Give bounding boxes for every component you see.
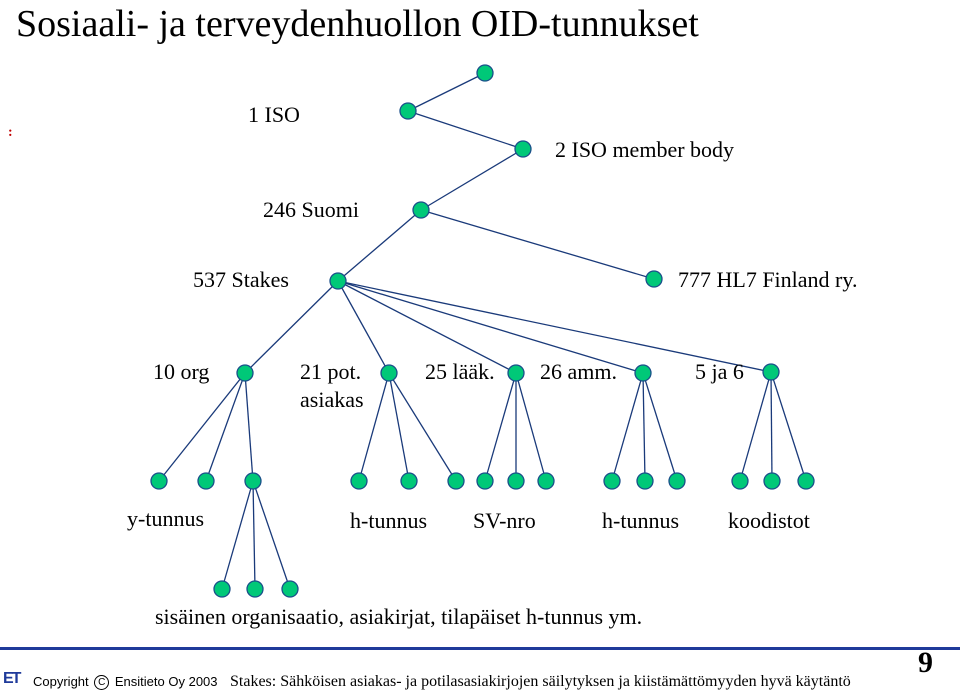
node-htunnus-3 xyxy=(448,473,464,489)
edge-sub-int3 xyxy=(253,481,290,589)
node-amm xyxy=(635,365,651,381)
node-svnro-2 xyxy=(508,473,524,489)
footer-rule xyxy=(0,647,960,650)
page-title: Sosiaali- ja terveydenhuollon OID-tunnukset xyxy=(16,3,699,45)
company-name: Ensitieto Oy 2003 xyxy=(114,674,218,689)
label-htunnus-1: h-tunnus xyxy=(350,508,427,533)
node-htunnus-5 xyxy=(637,473,653,489)
label-member-body: 2 ISO member body xyxy=(555,137,735,162)
node-root xyxy=(477,65,493,81)
node-ytunnus-2 xyxy=(198,473,214,489)
edge-org-ytunnus2 xyxy=(206,373,245,481)
label-suomi: 246 Suomi xyxy=(263,197,359,222)
node-laak xyxy=(508,365,524,381)
node-htunnus-6 xyxy=(669,473,685,489)
label-htunnus-2: h-tunnus xyxy=(602,508,679,533)
edge-org-ytunnus1 xyxy=(159,373,245,481)
edge-org-sub xyxy=(245,373,253,481)
node-koodisto-1 xyxy=(732,473,748,489)
label-amm: 26 amm. xyxy=(540,359,617,384)
label-pot-asiakas-2: asiakas xyxy=(300,387,364,412)
edge-iso-memberbody xyxy=(408,111,523,149)
label-5ja6: 5 ja 6 xyxy=(695,359,744,384)
label-svnro: SV-nro xyxy=(473,508,536,533)
edge-root-iso xyxy=(408,73,485,111)
node-org xyxy=(237,365,253,381)
label-stakes: 537 Stakes xyxy=(193,267,289,292)
node-htunnus-1 xyxy=(351,473,367,489)
node-svnro-1 xyxy=(477,473,493,489)
node-ytunnus-1 xyxy=(151,473,167,489)
node-htunnus-2 xyxy=(401,473,417,489)
copyright-icon: C xyxy=(94,675,109,690)
footer-description: Stakes: Sähköisen asiakas- ja potilasasiakirjojen säilytyksen ja kiistämättömyyden hyvä käytäntö xyxy=(230,673,851,690)
label-pot-asiakas-1: 21 pot. xyxy=(300,359,362,384)
node-koodisto-3 xyxy=(798,473,814,489)
node-internal-1 xyxy=(214,581,230,597)
edge-56-k3 xyxy=(771,372,806,481)
edge-56-k1 xyxy=(740,372,771,481)
node-pot-asiakas xyxy=(381,365,397,381)
edge-56a-h3 xyxy=(643,373,677,481)
node-5ja6 xyxy=(763,364,779,380)
label-koodistot: koodistot xyxy=(728,508,810,533)
node-internal-3 xyxy=(282,581,298,597)
edge-amm-s1 xyxy=(485,373,516,481)
footer-copyright xyxy=(33,674,218,690)
edge-56a-h1 xyxy=(612,373,643,481)
node-org-sub xyxy=(245,473,261,489)
node-suomi xyxy=(413,202,429,218)
edge-sub-int1 xyxy=(222,481,253,589)
label-org: 10 org xyxy=(153,359,210,384)
copyright-word: Copyright xyxy=(33,674,89,689)
node-svnro-3 xyxy=(538,473,554,489)
label-ytunnus: y-tunnus xyxy=(127,506,204,531)
label-iso: 1 ISO xyxy=(248,102,300,127)
label-sisainen: sisäinen organisaatio, asiakirjat, tilapäiset h-tunnus ym. xyxy=(155,604,643,629)
edge-56a-h2 xyxy=(643,373,645,481)
node-internal-2 xyxy=(247,581,263,597)
edge-memberbody-suomi xyxy=(421,149,523,210)
edge-suomi-hl7 xyxy=(421,210,654,279)
node-hl7 xyxy=(646,271,662,287)
label-hl7: 777 HL7 Finland ry. xyxy=(678,267,858,292)
bullet-marker: : xyxy=(8,125,13,140)
label-laak: 25 lääk. xyxy=(425,359,495,384)
edge-sub-int2 xyxy=(253,481,255,589)
page-number: 9 xyxy=(918,646,933,679)
node-member-body xyxy=(515,141,531,157)
edge-amm-s3 xyxy=(516,373,546,481)
edge-56-k2 xyxy=(771,372,772,481)
node-htunnus-4 xyxy=(604,473,620,489)
node-iso xyxy=(400,103,416,119)
node-koodisto-2 xyxy=(764,473,780,489)
node-stakes xyxy=(330,273,346,289)
company-logo: ET xyxy=(3,670,20,687)
